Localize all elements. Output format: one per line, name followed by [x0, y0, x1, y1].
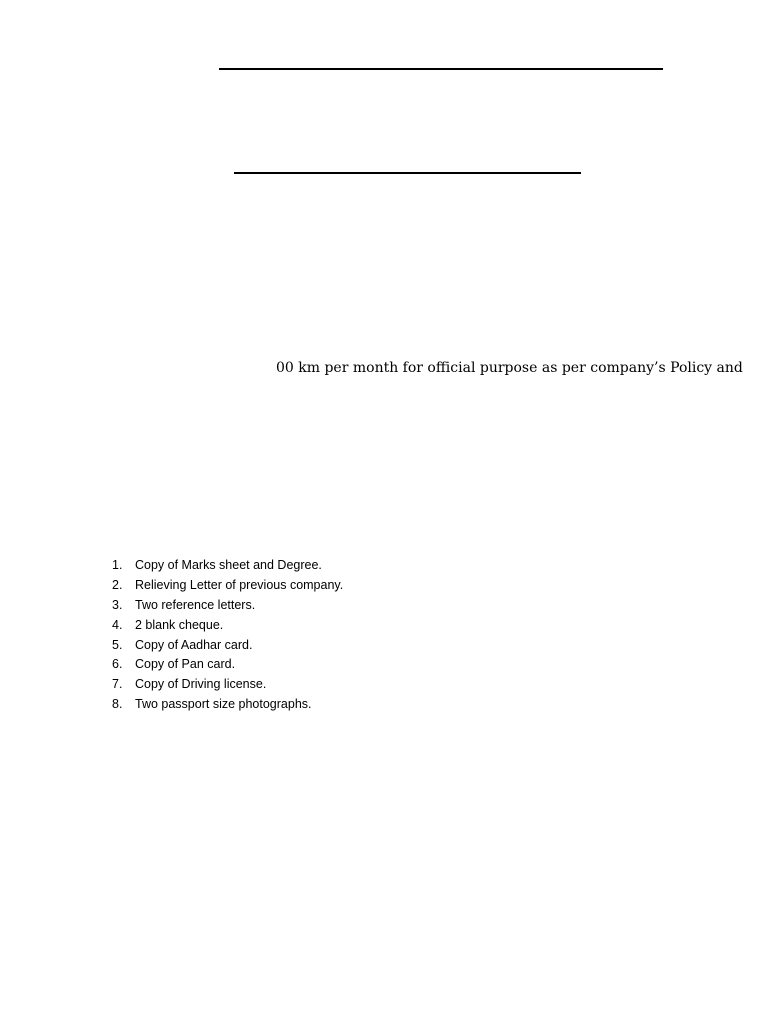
list-item-number: 8.	[112, 697, 123, 712]
list-item-number: 3.	[112, 597, 123, 612]
list-item-number: 2.	[112, 577, 123, 592]
list-item-number: 1.	[112, 558, 123, 572]
list-item-number: 5.	[112, 637, 123, 652]
list-item	[112, 655, 343, 675]
list-item-number: 6.	[112, 657, 123, 672]
list-item-text: Copy of Marks sheet and Degree.	[135, 558, 322, 572]
list-item-number: 7.	[112, 677, 123, 692]
list-item-text: Relieving Letter of previous company.	[135, 577, 344, 592]
list-item-text: Copy of Pan card.	[135, 657, 236, 672]
underline-rule-second	[234, 172, 581, 174]
list-item	[112, 596, 343, 616]
list-item	[112, 695, 343, 715]
list-item-text: Two passport size photographs.	[135, 697, 312, 712]
list-item-text: Two reference letters.	[135, 597, 256, 612]
list-item-number: 4.	[112, 617, 123, 632]
list-item	[112, 636, 343, 656]
list-item	[112, 675, 343, 695]
list-item	[112, 576, 343, 596]
body-text-line: 00 km per month for official purpose as per company’s Policy and	[276, 360, 743, 376]
list-item	[112, 616, 343, 636]
list-item-text: Copy of Driving license.	[135, 677, 267, 692]
list-item	[112, 556, 343, 576]
list-item-text: 2 blank cheque.	[135, 617, 224, 632]
required-documents-list	[112, 556, 343, 715]
underline-rule-top	[219, 68, 663, 70]
list-item-text: Copy of Aadhar card.	[135, 637, 253, 652]
